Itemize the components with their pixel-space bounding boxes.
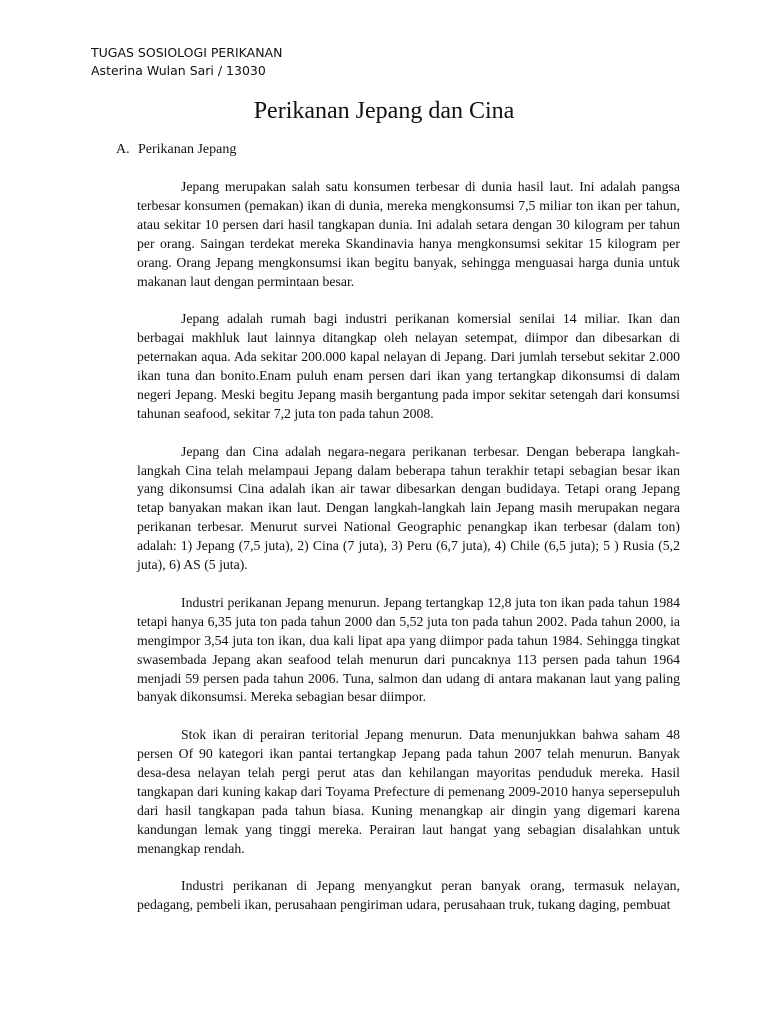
paragraph: Jepang adalah rumah bagi industri perikanan komersial senilai 14 miliar. Ikan dan berbagai makhluk laut lainnya ditangkap oleh nelayan setempat, diimpor dan dibesarkan di peternakan aqua. Ada sekitar 200.000 kapal nelayan di Jepang. Dari jumlah tersebut sekitar 2.000 ikan tuna dan bonito.Enam puluh enam persen dari ikan yang tertangkap dikonsumsi di dalam negeri Jepang. Meski begitu Jepang masih bergantung pada impor sekitar setengah dari konsumsi tahunan seafood, sekitar 7,2 juta ton pada tahun 2008. [137,311,680,421]
document-header [91,44,282,80]
paragraph: Jepang dan Cina adalah negara-negara perikanan terbesar. Dengan beberapa langkah-langkah Cina telah melampaui Jepang dalam beberapa tahun terakhir tetapi sebagian besar ikan yang dikonsumsi Cina adalah ikan air tawar dibesarkan dengan budidaya. Tetapi orang Jepang tetap banyakan makan ikan laut. Dengan langkah-langkah lain Jepang masih merupakan negara perikanan terbesar. Menurut survei National Geographic penangkap ikan terbesar (dalam ton) adalah: 1) Jepang (7,5 juta), 2) Cina (7 juta), 3) Peru (6,7 juta), 4) Chile (6,5 juta); 5 ) Rusia (5,2 juta), 6) AS (5 juta). [137,443,680,573]
paragraph: Jepang merupakan salah satu konsumen terbesar di dunia hasil laut. Ini adalah pangsa terbesar konsumen (pemakan) ikan di dunia, mereka mengkonsumsi 7,5 miliar ton ikan per tahun, atau sekitar 10 persen dari hasil tangkapan dunia. Ini adalah setara dengan 30 kilogram per tahun per orang. Saingan terdekat mereka Skandinavia hanya mengkonsumsi sekitar 15 kilogram per orang. Orang Jepang mengkonsumsi ikan begitu banyak, sehingga menguasai harga dunia untuk makanan laut dengan permintaan besar. [137,179,680,289]
section-marker: A. [116,142,130,157]
author-line: Asterina Wulan Sari / 13030 [91,63,266,78]
course-title: TUGAS SOSIOLOGI PERIKANAN [91,45,283,60]
document-body [137,178,680,915]
paragraph: Industri perikanan Jepang menurun. Jepang tertangkap 12,8 juta ton ikan pada tahun 1984 tetapi hanya 6,35 juta ton pada tahun 2000 dan 5,52 juta ton pada tahun 2002. Pada tahun 2000, ia mengimpor 3,54 juta ton ikan, dua kali lipat apa yang diimpor pada tahun 1984. Sehingga tingkat swasembada Jepang akan seafood telah menurun dari puncaknya 113 persen pada tahun 1964 menjadi 59 persen pada tahun 2006. Tuna, salmon dan udang di antara makanan laut yang paling banyak dikonsumsi. Mereka sebagian besar diimpor. [137,594,680,705]
section-heading [116,141,236,159]
document-title: Perikanan Jepang dan Cina [253,98,515,124]
paragraph: Stok ikan di perairan teritorial Jepang menurun. Data menunjukkan bahwa saham 48 persen Of 90 kategori ikan pantai tertangkap Jepang pada tahun 2007 telah menurun. Banyak desa-desa nelayan telah pergi perut atas dan kehilangan mayoritas penduduk mereka. Hasil tangkapan dari kuning kakap dari Toyama Prefecture di pemenang 2009-2010 hanya sepersepuluh dari hasil tangkapan pada tahun biasa. Kuning menangkap air dingin yang digemari karena kandungan lemak yang tinggi mereka. Perairan laut hangat yang sebagian disalahkan untuk menangkap rendah. [137,727,680,856]
section-title: Perikanan Jepang [138,142,237,157]
paragraph: Industri perikanan di Jepang menyangkut peran banyak orang, termasuk nelayan, pedagang, pembeli ikan, perusahaan pengiriman udara, perusahaan truk, tukang daging, pembuat [137,878,680,913]
